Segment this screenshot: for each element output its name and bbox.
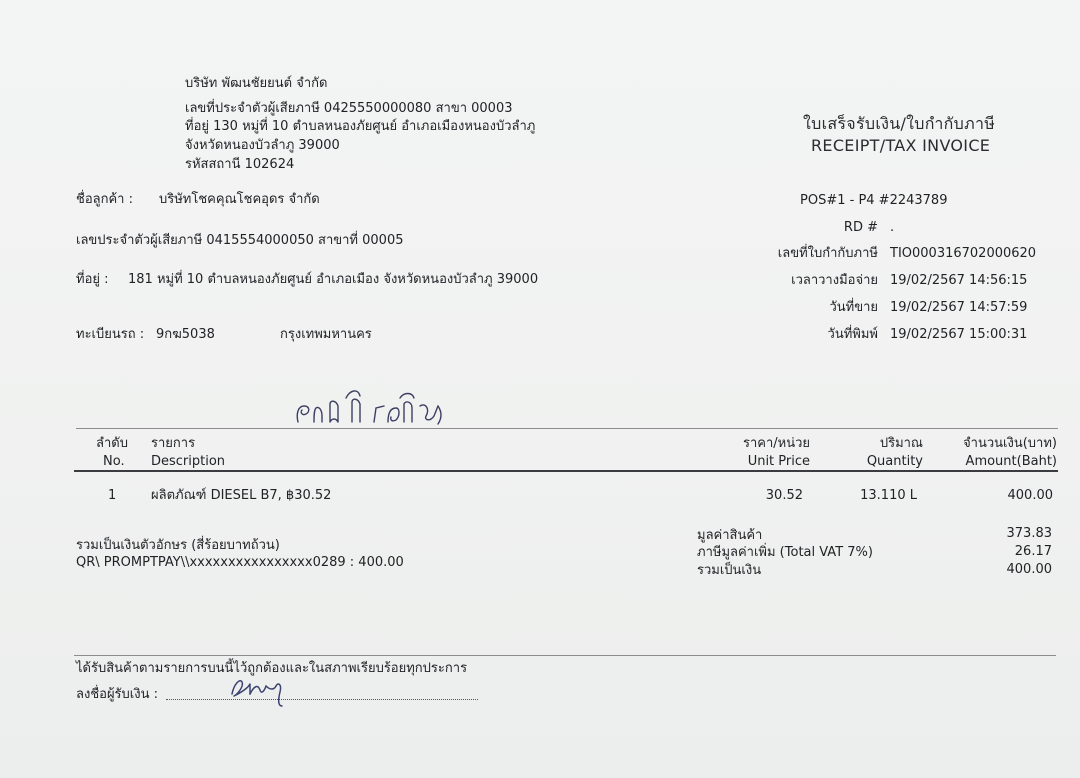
document-title-thai: ใบเสร็จรับเงิน/ใบกำกับภาษี — [803, 114, 996, 133]
vat-label: ภาษีมูลค่าเพิ่ม (Total VAT 7%) — [697, 545, 873, 560]
dispense-time: 19/02/2567 14:56:15 — [890, 273, 1028, 288]
pos-number: POS#1 - P4 #2243789 — [800, 193, 948, 208]
sale-date-label: วันที่ขาย — [829, 300, 878, 315]
subtotal-value: 373.83 — [1006, 526, 1052, 541]
subtotal-label: มูลค่าสินค้า — [697, 528, 763, 543]
row-description: ผลิตภัณฑ์ DIESEL B7, ฿30.52 — [151, 488, 332, 503]
row-number: 1 — [108, 488, 117, 503]
rd-label: RD # — [843, 220, 878, 235]
footer-rule — [74, 655, 1056, 656]
header-no-thai: ลำดับ — [96, 436, 128, 451]
header-quantity-thai: ปริมาณ — [879, 436, 923, 451]
row-unit-price: 30.52 — [765, 488, 803, 503]
invoice-number: TIO000316702000620 — [890, 246, 1037, 261]
customer-name: บริษัทโชคคุณโชคอุดร จำกัด — [159, 192, 320, 207]
station-code: รหัสสถานี 102624 — [185, 157, 295, 172]
rd-value: . — [890, 220, 895, 235]
print-date: 19/02/2567 15:00:31 — [890, 327, 1028, 342]
customer-name-label: ชื่อลูกค้า : — [76, 192, 133, 207]
table-header-rule — [74, 470, 1058, 472]
table-top-rule — [76, 428, 1058, 429]
company-tax-id: เลขที่ประจำตัวผู้เสียภาษี 0425550000080 สาขา 00003 — [185, 101, 513, 116]
header-description-english: Description — [151, 454, 226, 469]
vat-value: 26.17 — [1014, 544, 1052, 559]
company-name: บริษัท พัฒนชัยยนต์ จำกัด — [185, 76, 328, 91]
sale-date: 19/02/2567 14:57:59 — [890, 300, 1028, 315]
dispense-time-label: เวลาวางมือจ่าย — [791, 273, 878, 288]
license-plate-label: ทะเบียนรถ : — [76, 327, 145, 342]
signature-scribble — [228, 672, 298, 712]
total-label: รวมเป็นเงิน — [697, 563, 762, 578]
header-unit-price-english: Unit Price — [747, 454, 810, 469]
header-amount-thai: จำนวนเงิน(บาท) — [963, 436, 1057, 451]
license-plate: 9กฆ5038 — [156, 327, 215, 342]
company-address-line2: จังหวัดหนองบัวลำภู 39000 — [185, 138, 340, 153]
header-description-thai: รายการ — [151, 436, 196, 451]
row-amount: 400.00 — [1007, 488, 1053, 503]
plate-province: กรุงเทพมหานคร — [280, 327, 372, 342]
company-address-line1: ที่อยู่ 130 หมู่ที่ 10 ตำบลหนองภัยศูนย์ อำเภอเมืองหนองบัวลำภู — [185, 119, 536, 134]
header-unit-price-thai: ราคา/หน่วย — [742, 436, 810, 451]
amount-in-words: รวมเป็นเงินตัวอักษร (สี่ร้อยบาทถ้วน) — [76, 538, 280, 553]
document-title-english: RECEIPT/TAX INVOICE — [811, 136, 991, 155]
invoice-number-label: เลขที่ใบกำกับภาษี — [777, 246, 878, 261]
customer-tax-id: เลขประจำตัวผู้เสียภาษี 0415554000050 สาขาที่ 00005 — [76, 233, 404, 248]
header-amount-english: Amount(Baht) — [965, 454, 1057, 469]
print-date-label: วันที่พิมพ์ — [827, 327, 878, 342]
payment-method: QR\ PROMPTPAY\\xxxxxxxxxxxxxxxx0289 : 400.00 — [76, 555, 404, 570]
customer-address: 181 หมู่ที่ 10 ตำบลหนองภัยศูนย์ อำเภอเมือง จังหวัดหนองบัวลำภู 39000 — [128, 272, 539, 287]
signature-label: ลงชื่อผู้รับเงิน : — [76, 687, 158, 702]
total-value: 400.00 — [1006, 562, 1052, 577]
customer-address-label: ที่อยู่ : — [76, 272, 109, 287]
header-no-english: No. — [103, 454, 125, 469]
handwritten-note — [292, 380, 462, 430]
receipt-confirmation: ได้รับสินค้าตามรายการบนนี้ไว้ถูกต้องและในสภาพเรียบร้อยทุกประการ — [76, 661, 468, 676]
row-quantity: 13.110 L — [860, 488, 917, 503]
header-quantity-english: Quantity — [866, 454, 923, 469]
signature-line — [166, 699, 478, 700]
